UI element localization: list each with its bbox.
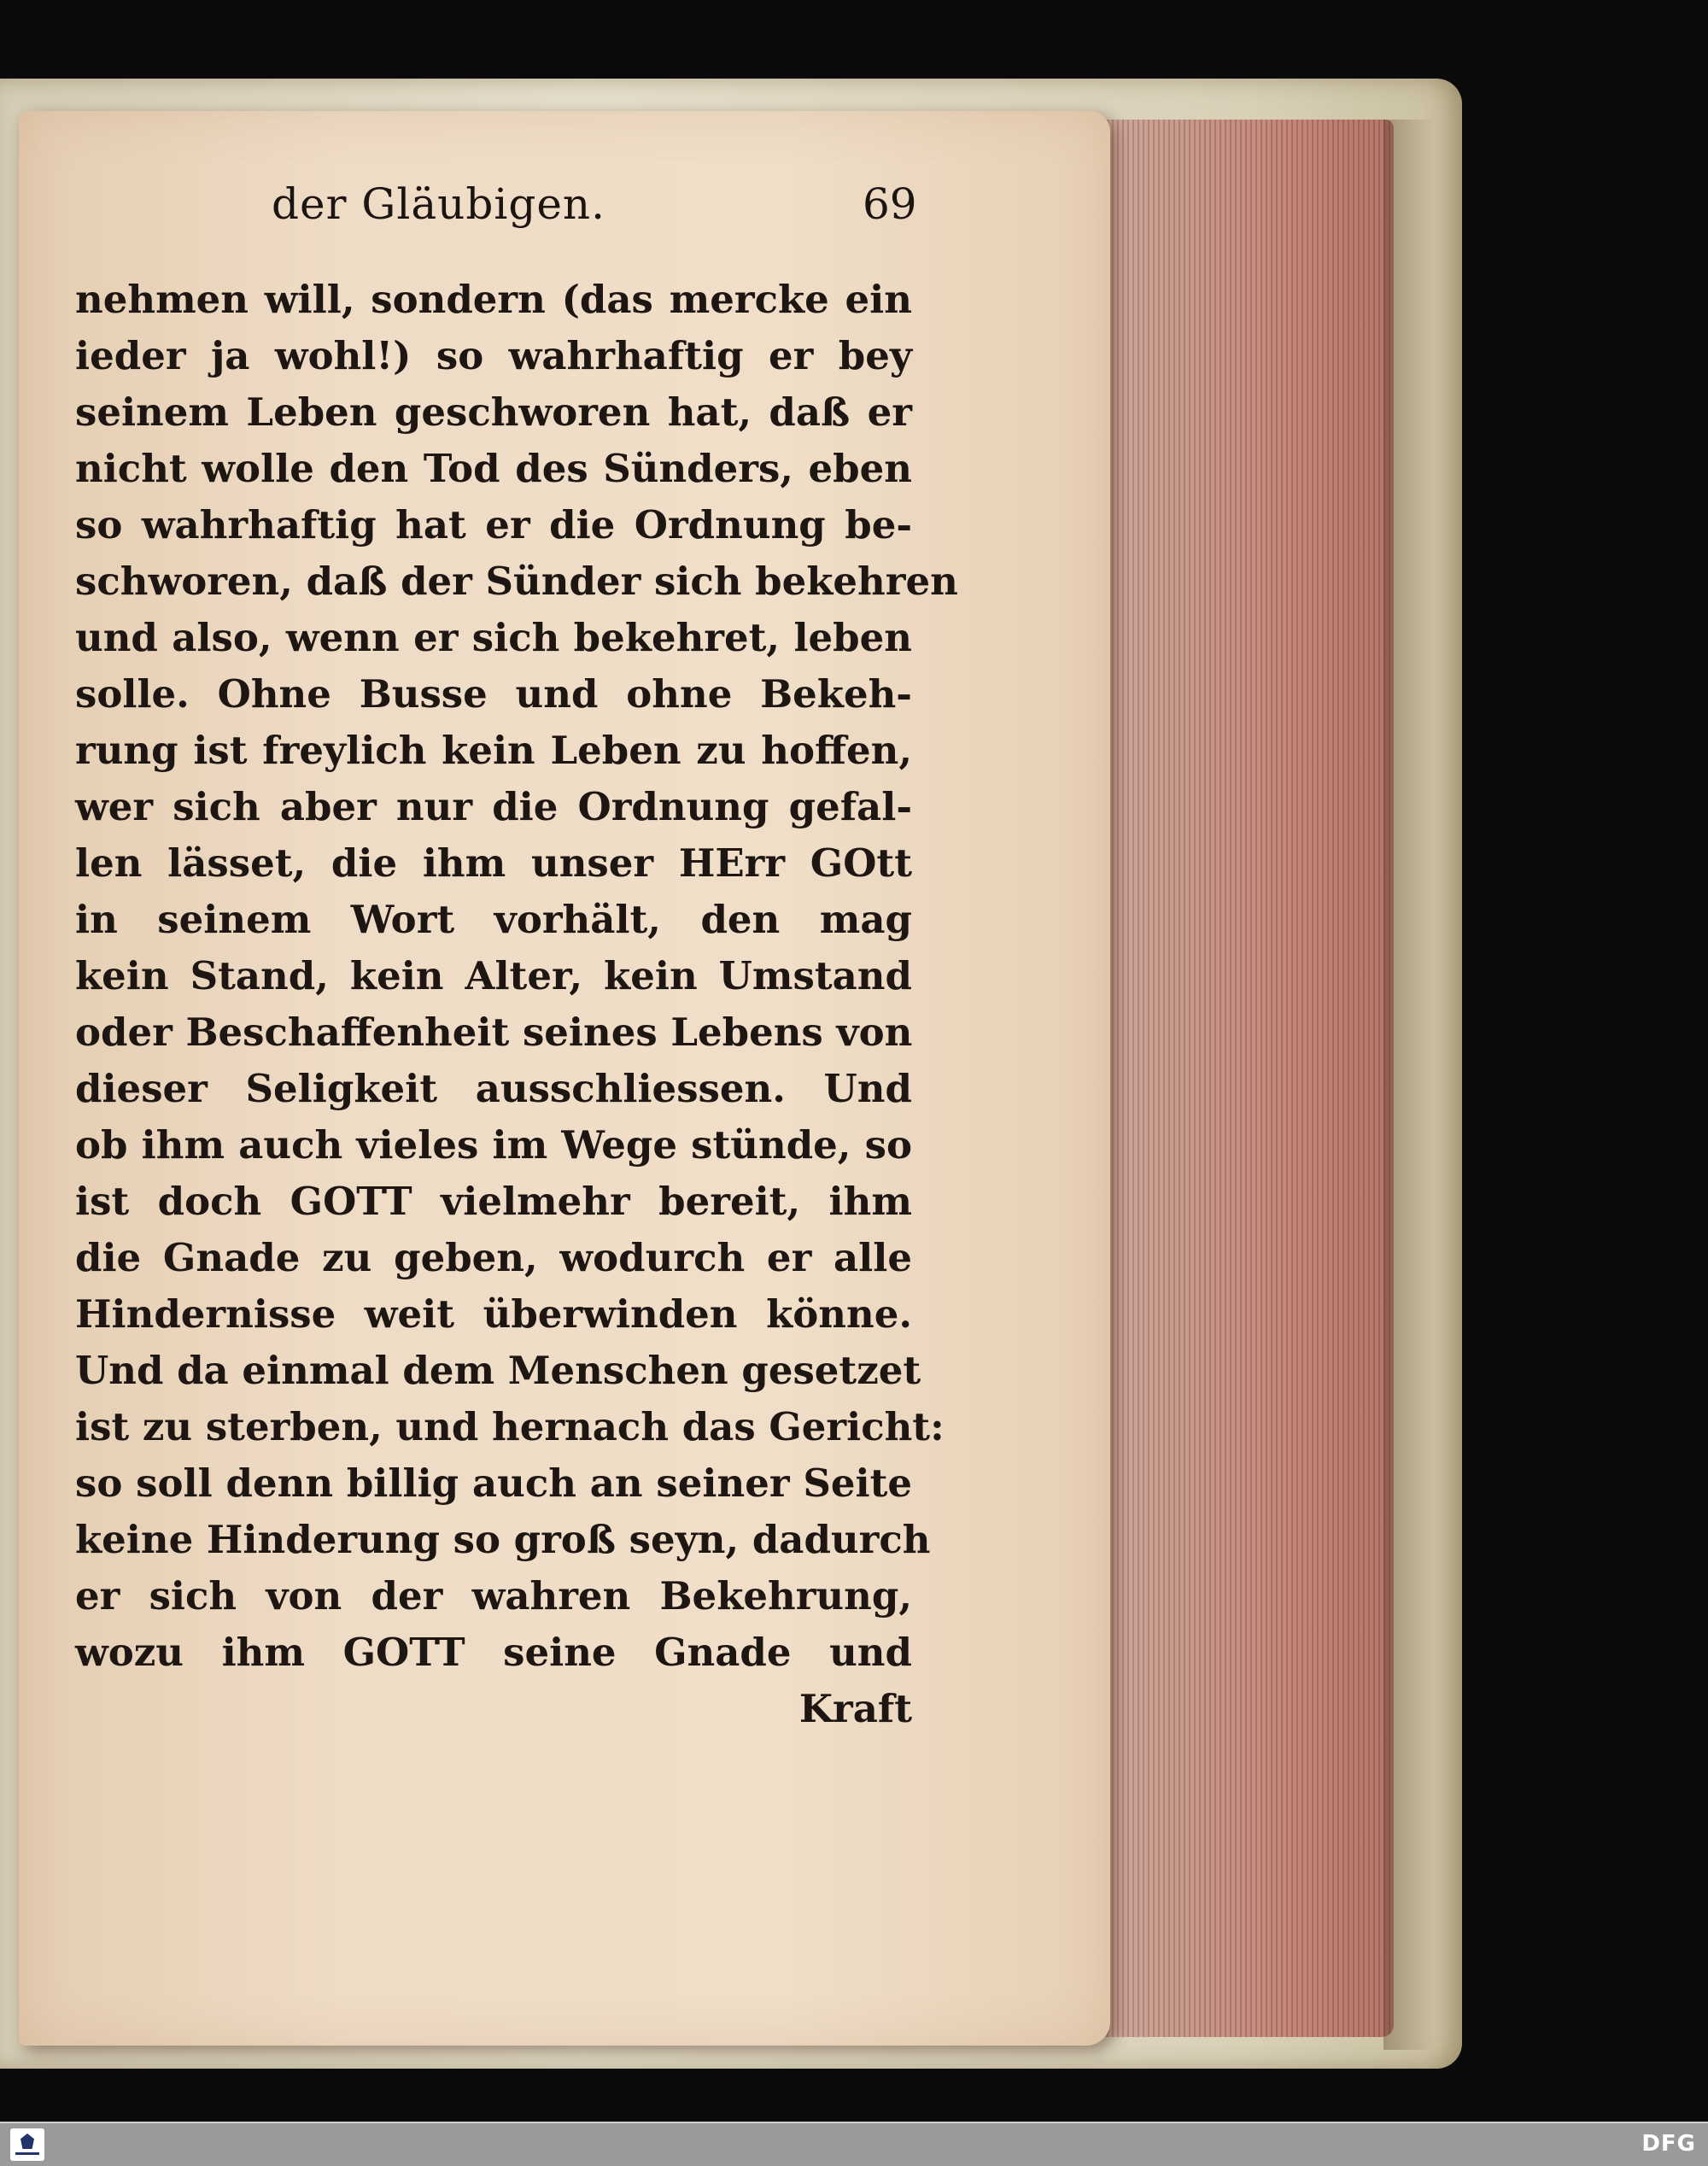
page-number: 69 — [863, 179, 917, 229]
body-text — [75, 272, 958, 1737]
running-title: der Gläubigen. — [272, 179, 606, 229]
text-line: er sich von der wahren Bekehrung, — [75, 1573, 912, 1619]
text-line: Hindernisse weit überwinden könne. — [75, 1291, 912, 1337]
text-line: ieder ja wohl!) so wahrhaftig er bey — [75, 333, 912, 378]
page-fore-edge — [1086, 120, 1394, 2037]
text-line: schworen, daß der Sünder sich bekehren — [75, 559, 958, 604]
text-line: kein Stand, kein Alter, kein Umstand — [75, 953, 912, 998]
text-line: die Gnade zu geben, wodurch er alle — [75, 1235, 912, 1280]
text-line: so wahrhaftig hat er die Ordnung be- — [75, 502, 912, 547]
text-line: in seinem Wort vorhält, den mag — [75, 897, 912, 942]
cover-shadow — [1383, 120, 1435, 2050]
text-line: rung ist freylich kein Leben zu hoffen, — [75, 728, 912, 773]
text-line: so soll denn billig auch an seiner Seite — [75, 1461, 912, 1506]
text-line: dieser Seligkeit ausschliessen. Und — [75, 1066, 912, 1111]
text-line: solle. Ohne Busse und ohne Bekeh- — [75, 671, 912, 717]
text-line: nicht wolle den Tod des Sünders, eben — [75, 446, 912, 491]
text-line: len lässet, die ihm unser HErr GOtt — [75, 840, 912, 886]
viewer-footer-bar — [0, 2122, 1708, 2166]
text-line: und also, wenn er sich bekehret, leben — [75, 615, 912, 660]
text-line: keine Hinderung so groß seyn, dadurch — [75, 1517, 931, 1562]
text-line: wer sich aber nur die Ordnung gefal- — [75, 784, 912, 829]
text-line: oder Beschaffenheit seines Lebens von — [75, 1010, 913, 1055]
text-line: seinem Leben geschworen hat, daß er — [75, 389, 912, 435]
text-line: ist doch GOTT vielmehr bereit, ihm — [75, 1179, 912, 1224]
dfg-label: DFG — [1641, 2131, 1696, 2157]
text-line: Und da einmal dem Menschen gesetzet — [75, 1348, 921, 1393]
catchword: Kraft — [798, 1686, 912, 1731]
text-line: wozu ihm GOTT seine Gnade und — [75, 1630, 912, 1675]
library-crest-icon — [10, 2128, 44, 2161]
text-line: ob ihm auch vieles im Wege stünde, so — [75, 1122, 912, 1168]
text-line: nehmen will, sondern (das mercke ein — [75, 277, 912, 322]
text-line: ist zu sterben, und hernach das Gericht: — [75, 1404, 945, 1449]
